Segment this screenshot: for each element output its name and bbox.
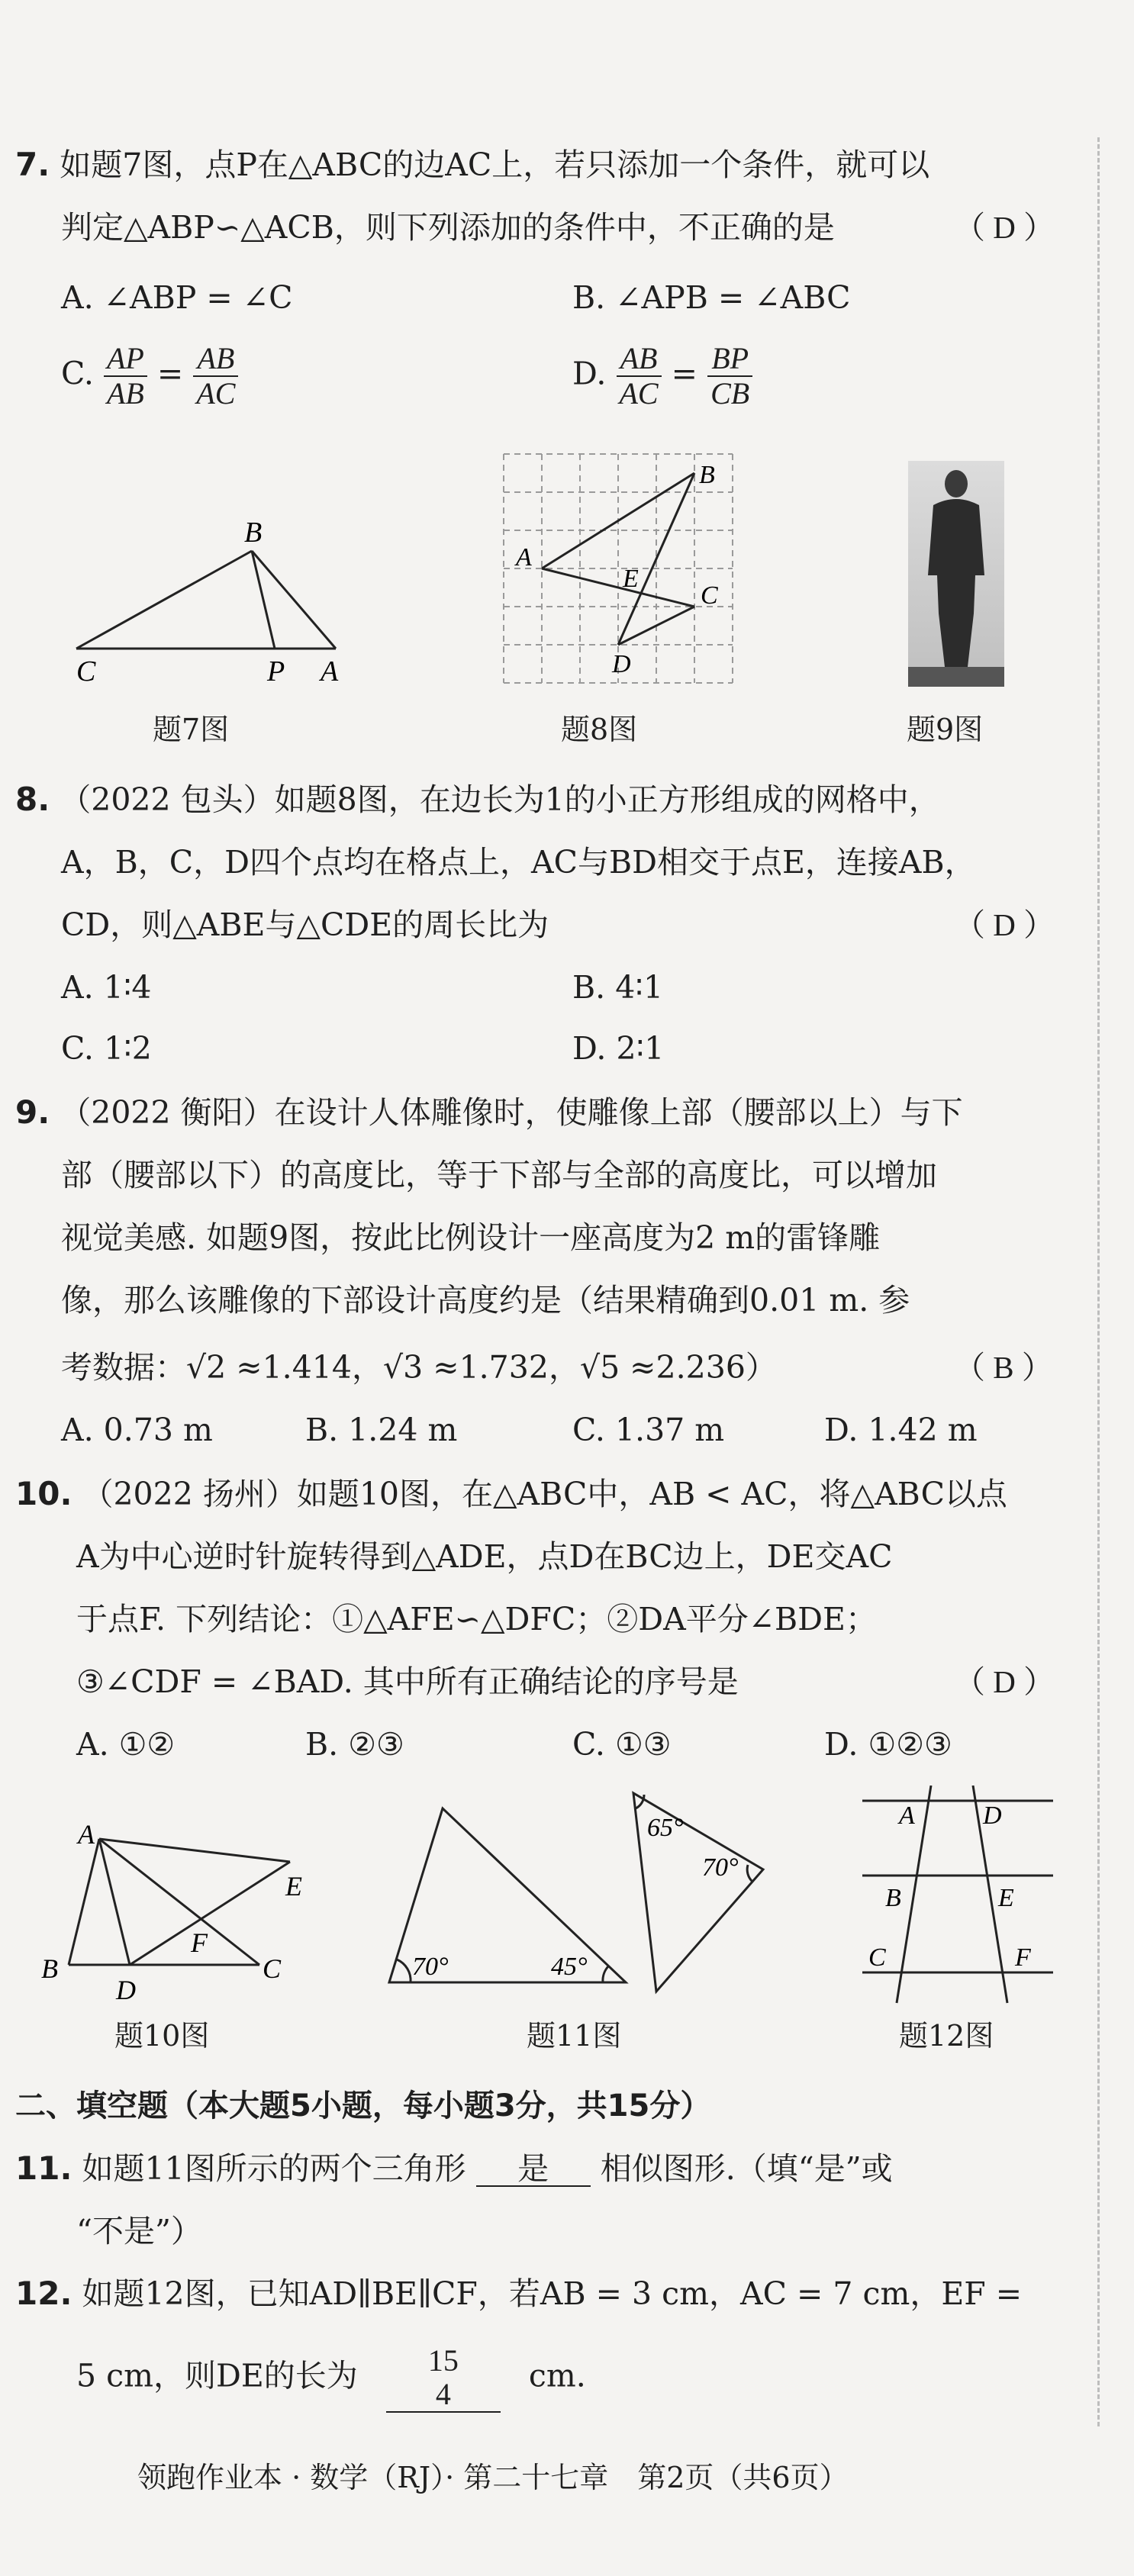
q10-line4: ③∠CDF = ∠BAD. 其中所有正确结论的序号是 — [76, 1663, 739, 1700]
q7-option-c: C. $\frac{AP}{AB}$ = $\frac{AB}{AC}$ — [61, 342, 238, 411]
fraction: $\frac{AB}{AC}$ — [193, 342, 238, 411]
q11-line1: 11. 如题11图所示的两个三角形 是 相似图形.（填“是”或 — [15, 2149, 893, 2187]
fig12-label-c: C — [868, 1943, 886, 1972]
fig12-label-f: F — [1015, 1943, 1031, 1972]
q10-option-a: A. ①② — [76, 1726, 176, 1763]
fig7-label-p: P — [267, 655, 285, 687]
fig12-label-e: E — [998, 1884, 1014, 1912]
q9-number: 9. — [15, 1093, 50, 1131]
q12-line1: 12. 如题12图，已知AD∥BE∥CF，若AB = 3 cm，AC = 7 cm，EF = — [15, 2275, 1023, 2312]
fig8-label-b: B — [699, 461, 715, 489]
q8-number: 8. — [15, 781, 50, 818]
figure-9-statue-photo — [908, 461, 1004, 687]
q9-line4: 像，那么该雕像的下部设计高度约是（结果精确到0.01 m. 参 — [61, 1282, 910, 1319]
fig7-label-a: A — [321, 655, 339, 687]
figure-7 — [61, 504, 366, 702]
figure-12 — [855, 1785, 1068, 2007]
fig10-label-e: E — [285, 1871, 302, 1901]
q8-option-b: B. 4∶1 — [572, 969, 664, 1006]
q10-line3: 于点F. 下列结论：①△AFE∽△DFC；②DA平分∠BDE； — [76, 1601, 877, 1637]
fig10-label-a: A — [78, 1819, 95, 1850]
q8-answer: （ D ） — [954, 907, 1055, 942]
q8-option-c: C. 1∶2 — [61, 1030, 152, 1067]
fig8-label-c: C — [701, 581, 718, 610]
section-2-title: 二、填空题（本大题5小题，每小题3分，共15分） — [15, 2088, 711, 2124]
q10-option-d: D. ①②③ — [824, 1726, 952, 1763]
figure-8 — [488, 446, 748, 691]
fig8-label-e: E — [623, 565, 639, 593]
q7-answer: （ D ） — [954, 210, 1055, 245]
fig7-caption: 题7图 — [153, 713, 230, 746]
q8-line3: CD，则△ABE与△CDE的周长比为 — [61, 906, 549, 943]
fig8-label-a: A — [516, 543, 532, 572]
q9-option-d: D. 1.42 m — [824, 1412, 978, 1448]
fraction: $\frac{BP}{CB}$ — [707, 342, 752, 411]
q10-number: 10. — [15, 1475, 72, 1512]
fig7-label-c: C — [76, 655, 96, 687]
fig12-label-a: A — [899, 1802, 915, 1830]
fig11-angle-65: 65° — [647, 1814, 684, 1842]
q9-option-c: C. 1.37 m — [572, 1412, 725, 1448]
q11-number: 11. — [15, 2149, 72, 2187]
q9-line2: 部（腰部以下）的高度比，等于下部与全部的高度比，可以增加 — [61, 1157, 937, 1193]
q7-line1 — [15, 143, 929, 186]
fraction: $\frac{AP}{AB}$ — [104, 342, 147, 411]
fig10-label-f: F — [191, 1927, 208, 1958]
fig10-label-b: B — [41, 1953, 58, 1984]
q9-line5: 考数据：√2 ≈1.414，√3 ≈1.732，√5 ≈2.236） — [61, 1349, 777, 1386]
fig12-label-d: D — [983, 1802, 1002, 1830]
fig11-angle-70-left: 70° — [412, 1953, 449, 1981]
q12-number: 12. — [15, 2275, 72, 2312]
q9-line1: 9. （2022 衡阳）在设计人体雕像时，使雕像上部（腰部以上）与下 — [15, 1093, 963, 1131]
fig10-caption: 题10图 — [114, 2019, 210, 2053]
q10-option-c: C. ①③ — [572, 1726, 672, 1763]
figure-11 — [382, 1785, 809, 2007]
fig10-label-c: C — [263, 1953, 282, 1984]
fig8-caption: 题8图 — [561, 713, 638, 746]
q9-option-a: A. 0.73 m — [61, 1412, 213, 1448]
q7-number: 7. — [15, 146, 50, 183]
q7-option-a: A. ∠ABP = ∠C — [61, 279, 293, 316]
q7-option-b: B. ∠APB = ∠ABC — [572, 279, 851, 316]
page-footer: 领跑作业本 · 数学（RJ）· 第二十七章 第2页（共6页） — [137, 2461, 849, 2494]
q8-line1: 8. （2022 包头）如题8图，在边长为1的小正方形组成的网格中， — [15, 781, 940, 818]
q10-line2: A为中心逆时针旋转得到△ADE，点D在BC边上，DE交AC — [76, 1538, 893, 1575]
fig12-caption: 题12图 — [899, 2019, 994, 2053]
q10-line1: 10. （2022 扬州）如题10图，在△ABC中，AB < AC，将△ABC以点 — [15, 1475, 1007, 1512]
q11-line2: “不是”） — [76, 2213, 202, 2249]
fraction: $\frac{AB}{AC}$ — [617, 342, 662, 411]
q7-option-d: D. $\frac{AB}{AC}$ = $\frac{BP}{CB}$ — [572, 342, 752, 411]
fig11-caption: 题11图 — [527, 2019, 622, 2053]
figure-10 — [31, 1816, 328, 2007]
q9-answer: （ B ） — [954, 1350, 1053, 1385]
fig8-label-d: D — [612, 650, 631, 678]
q8-line2: A，B，C，D四个点均在格点上，AC与BD相交于点E，连接AB， — [61, 844, 976, 881]
q9-option-b: B. 1.24 m — [305, 1412, 458, 1448]
fig10-label-d: D — [116, 1975, 136, 2005]
q9-line3: 视觉美感. 如题9图，按此比例设计一座高度为2 m的雷锋雕 — [61, 1219, 881, 1256]
q10-option-b: B. ②③ — [305, 1726, 404, 1763]
fig12-label-b: B — [885, 1884, 901, 1912]
q7-line2 — [61, 206, 835, 249]
q12-line2: 5 cm，则DE的长为 15 4 cm. — [76, 2343, 586, 2411]
q8-option-d: D. 2∶1 — [572, 1030, 665, 1067]
q8-option-a: A. 1∶4 — [61, 969, 152, 1006]
q11-answer-blank: 是 — [476, 2152, 591, 2187]
fig11-angle-45: 45° — [551, 1953, 588, 1981]
q7-text-1: 如题7图，点P在△ABC的边AC上，若只添加一个条件，就可以 — [60, 147, 930, 183]
fig9-caption: 题9图 — [907, 713, 984, 746]
fig7-label-b: B — [244, 517, 263, 549]
q10-answer: （ D ） — [954, 1664, 1055, 1699]
q7-text-2: 判定△ABP∽△ACB，则下列添加的条件中，不正确的是 — [61, 209, 835, 246]
q12-answer-fraction: 15 4 — [386, 2344, 501, 2413]
fig11-angle-70-right: 70° — [702, 1853, 739, 1882]
margin-divider — [1097, 137, 1100, 2426]
